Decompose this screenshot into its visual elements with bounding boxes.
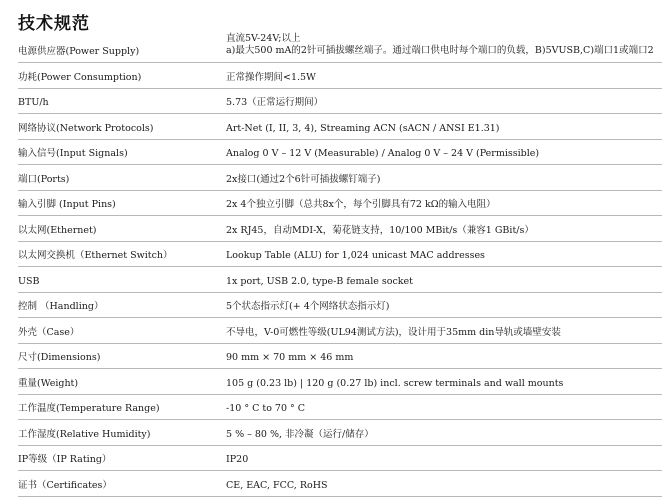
spec-row-weight bbox=[18, 369, 662, 395]
spec-value: Lookup Table (ALU) for 1,024 unicast MAC addresses bbox=[226, 250, 485, 261]
spec-label: IP等级（IP Rating） bbox=[18, 454, 112, 465]
spec-label: 工作湿度(Relative Humidity) bbox=[18, 428, 151, 440]
spec-label: 工作温度(Temperature Range) bbox=[18, 403, 160, 414]
spec-value-line: 直流5V-24V;以上 bbox=[226, 33, 301, 44]
spec-label: 端口(Ports) bbox=[18, 173, 70, 185]
spec-value: 5个状态指示灯(+ 4个网络状态指示灯) bbox=[226, 301, 390, 312]
spec-value: Art-Net (I, II, 3, 4), Streaming ACN (sACN / ANSI E1.31) bbox=[226, 122, 500, 134]
spec-row-ip-rating bbox=[18, 446, 662, 472]
spec-row-power-supply bbox=[18, 33, 662, 63]
spec-value: 5.73（正常运行期间） bbox=[226, 97, 324, 108]
spec-value: 1x port, USB 2.0, type-B female socket bbox=[226, 275, 413, 287]
spec-row-input-signals bbox=[18, 140, 662, 166]
spec-row-ethernet-switch bbox=[18, 242, 662, 268]
spec-value: 正常操作期间<1.5W bbox=[226, 71, 316, 83]
spec-value bbox=[226, 33, 654, 57]
spec-value-line: a)最大500 mA的2针可插拔螺丝端子。通过端口供电时每个端口的负载，B)5VUSB,C)端口1或端口2 bbox=[226, 45, 654, 56]
spec-value: 2x接口(通过2个6针可插拔螺钉端子) bbox=[226, 173, 381, 185]
spec-value: 5 % – 80 %, 非冷凝（运行/储存） bbox=[226, 428, 374, 440]
spec-row-btu bbox=[18, 89, 662, 115]
spec-row-relative-humidity bbox=[18, 420, 662, 446]
spec-label: 功耗(Power Consumption) bbox=[18, 71, 142, 83]
spec-label: BTU/h bbox=[18, 97, 49, 108]
spec-label: 输入信号(Input Signals) bbox=[18, 148, 128, 159]
spec-row-handling bbox=[18, 293, 662, 319]
spec-label: 输入引脚 (Input Pins) bbox=[18, 199, 116, 210]
spec-value: CE, EAC, FCC, RoHS bbox=[226, 479, 328, 491]
spec-row-dimensions bbox=[18, 344, 662, 370]
spec-row-power-consumption bbox=[18, 63, 662, 89]
spec-label: 以太网交换机（Ethernet Switch） bbox=[18, 250, 173, 261]
spec-row-ports bbox=[18, 165, 662, 191]
spec-label: 以太网(Ethernet) bbox=[18, 224, 97, 236]
spec-value: -10 ° C to 70 ° C bbox=[226, 403, 306, 414]
spec-label: 电源供应器(Power Supply) bbox=[18, 46, 140, 57]
spec-value: 2x 4个独立引脚（总共8x个，每个引脚具有72 kΩ的输入电阻） bbox=[226, 199, 496, 210]
spec-row-temperature-range bbox=[18, 395, 662, 421]
spec-row-usb bbox=[18, 267, 662, 293]
spec-row-network-protocols bbox=[18, 114, 662, 140]
page-title: 技术规范 bbox=[18, 14, 90, 34]
spec-label: 重量(Weight) bbox=[18, 377, 79, 389]
spec-label: 控制 （Handling） bbox=[18, 301, 104, 312]
spec-label: 外壳（Case） bbox=[18, 326, 80, 338]
spec-row-case bbox=[18, 318, 662, 344]
spec-label: USB bbox=[18, 275, 40, 287]
spec-value: 105 g (0.23 lb) | 120 g (0.27 lb) incl. screw terminals and wall mounts bbox=[226, 377, 564, 389]
spec-value: 2x RJ45，自动MDI-X，菊花链支持，10/100 MBit/s（兼容1 GBit/s） bbox=[226, 224, 534, 236]
spec-value: IP20 bbox=[226, 454, 249, 465]
spec-label: 证书（Certificates） bbox=[18, 479, 112, 491]
spec-row-input-pins bbox=[18, 191, 662, 217]
spec-row-certificates bbox=[18, 471, 662, 497]
spec-value: Analog 0 V – 12 V (Measurable) / Analog 0 V – 24 V (Permissible) bbox=[226, 148, 540, 159]
spec-table bbox=[18, 33, 662, 497]
spec-value: 90 mm × 70 mm × 46 mm bbox=[226, 352, 354, 363]
spec-value: 不导电，V-0可燃性等级(UL94测试方法)，设计用于35mm din导轨或墙壁安装 bbox=[226, 326, 561, 338]
spec-row-ethernet bbox=[18, 216, 662, 242]
spec-label: 网络协议(Network Protocols) bbox=[18, 122, 154, 134]
spec-label: 尺寸(Dimensions) bbox=[18, 352, 101, 363]
